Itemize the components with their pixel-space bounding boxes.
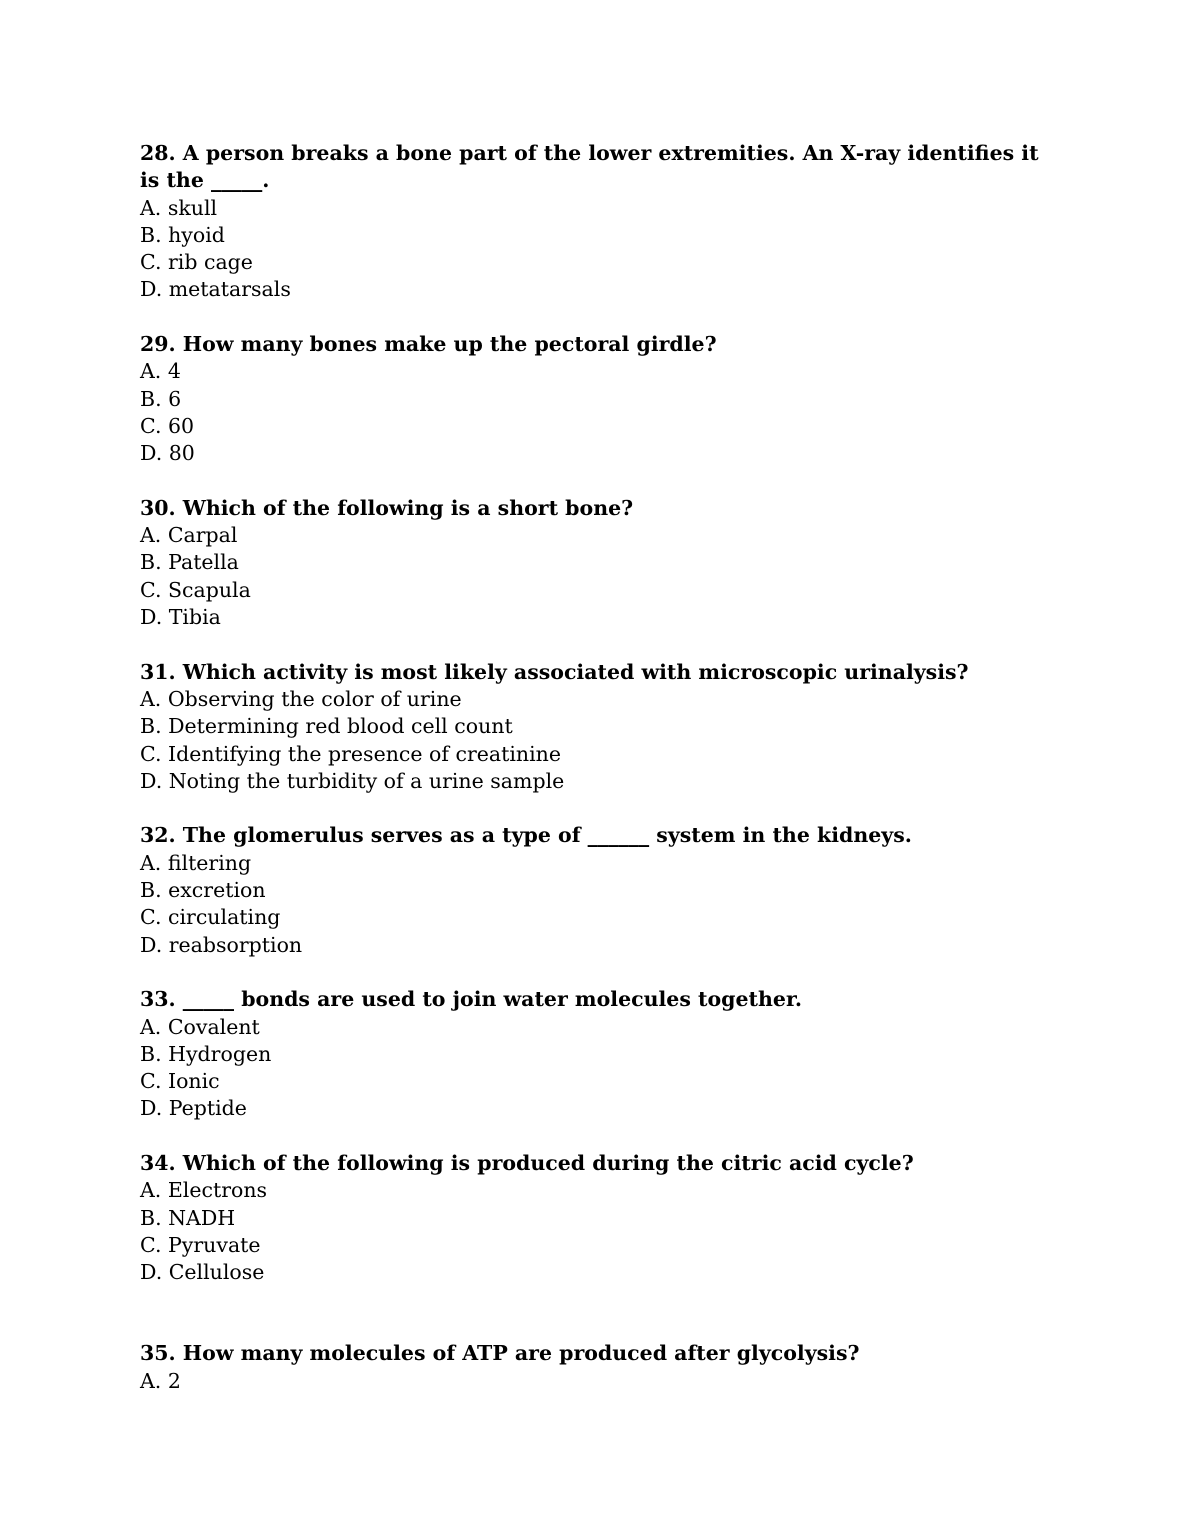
answer-option: B. 6 xyxy=(140,386,182,411)
question-34 xyxy=(140,1150,1050,1286)
question-text: 31. Which activity is most likely associated with microscopic urinalysis? xyxy=(140,659,969,684)
answer-option: D. reabsorption xyxy=(140,932,303,957)
answer-option: B. Patella xyxy=(140,550,239,575)
answer-option: B. hyoid xyxy=(140,222,225,247)
answer-option: D. 80 xyxy=(140,441,195,466)
document-page xyxy=(140,140,1050,1422)
answer-options xyxy=(140,850,1050,959)
answer-option: D. Cellulose xyxy=(140,1260,265,1285)
question-text: 33. _____ bonds are used to join water molecules together. xyxy=(140,987,802,1012)
answer-options xyxy=(140,358,1050,467)
question-28 xyxy=(140,140,1050,304)
answer-option: D. metatarsals xyxy=(140,277,291,302)
answer-option: A. Observing the color of urine xyxy=(140,686,462,711)
question-text: 35. How many molecules of ATP are produced after glycolysis? xyxy=(140,1341,860,1366)
question-31 xyxy=(140,659,1050,795)
answer-option: D. Noting the turbidity of a urine sample xyxy=(140,768,565,793)
question-text: 32. The glomerulus serves as a type of ______ system in the kidneys. xyxy=(140,823,912,848)
answer-option: D. Peptide xyxy=(140,1096,247,1121)
question-text: 30. Which of the following is a short bone? xyxy=(140,495,634,520)
answer-options xyxy=(140,686,1050,795)
question-text: 34. Which of the following is produced during the citric acid cycle? xyxy=(140,1150,914,1175)
answer-options xyxy=(140,1368,1050,1395)
answer-option: C. Identifying the presence of creatinine xyxy=(140,741,562,766)
answer-option: C. Pyruvate xyxy=(140,1232,261,1257)
answer-option: B. NADH xyxy=(140,1205,236,1230)
answer-option: B. Determining red blood cell count xyxy=(140,714,513,739)
question-text: 28. A person breaks a bone part of the lower extremities. An X-ray identifies it is the _____. xyxy=(140,141,1039,193)
answer-option: A. skull xyxy=(140,195,218,220)
answer-option: B. Hydrogen xyxy=(140,1041,272,1066)
answer-option: B. excretion xyxy=(140,878,266,903)
answer-option: A. Carpal xyxy=(140,523,238,548)
answer-option: C. 60 xyxy=(140,413,195,438)
answer-options xyxy=(140,522,1050,631)
answer-option: A. Electrons xyxy=(140,1178,268,1203)
answer-option: C. Scapula xyxy=(140,577,251,602)
answer-option: D. Tibia xyxy=(140,605,221,630)
question-text: 29. How many bones make up the pectoral girdle? xyxy=(140,332,717,357)
answer-option: A. filtering xyxy=(140,850,252,875)
answer-option: C. circulating xyxy=(140,905,281,930)
answer-option: C. Ionic xyxy=(140,1069,220,1094)
question-30 xyxy=(140,495,1050,631)
answer-options xyxy=(140,1177,1050,1286)
answer-option: C. rib cage xyxy=(140,250,253,275)
answer-options xyxy=(140,1014,1050,1123)
question-33 xyxy=(140,986,1050,1122)
question-29 xyxy=(140,331,1050,467)
question-32 xyxy=(140,822,1050,958)
answer-option: A. Covalent xyxy=(140,1014,260,1039)
answer-option: A. 2 xyxy=(140,1368,181,1393)
answer-option: A. 4 xyxy=(140,359,181,384)
question-35 xyxy=(140,1340,1050,1395)
answer-options xyxy=(140,195,1050,304)
